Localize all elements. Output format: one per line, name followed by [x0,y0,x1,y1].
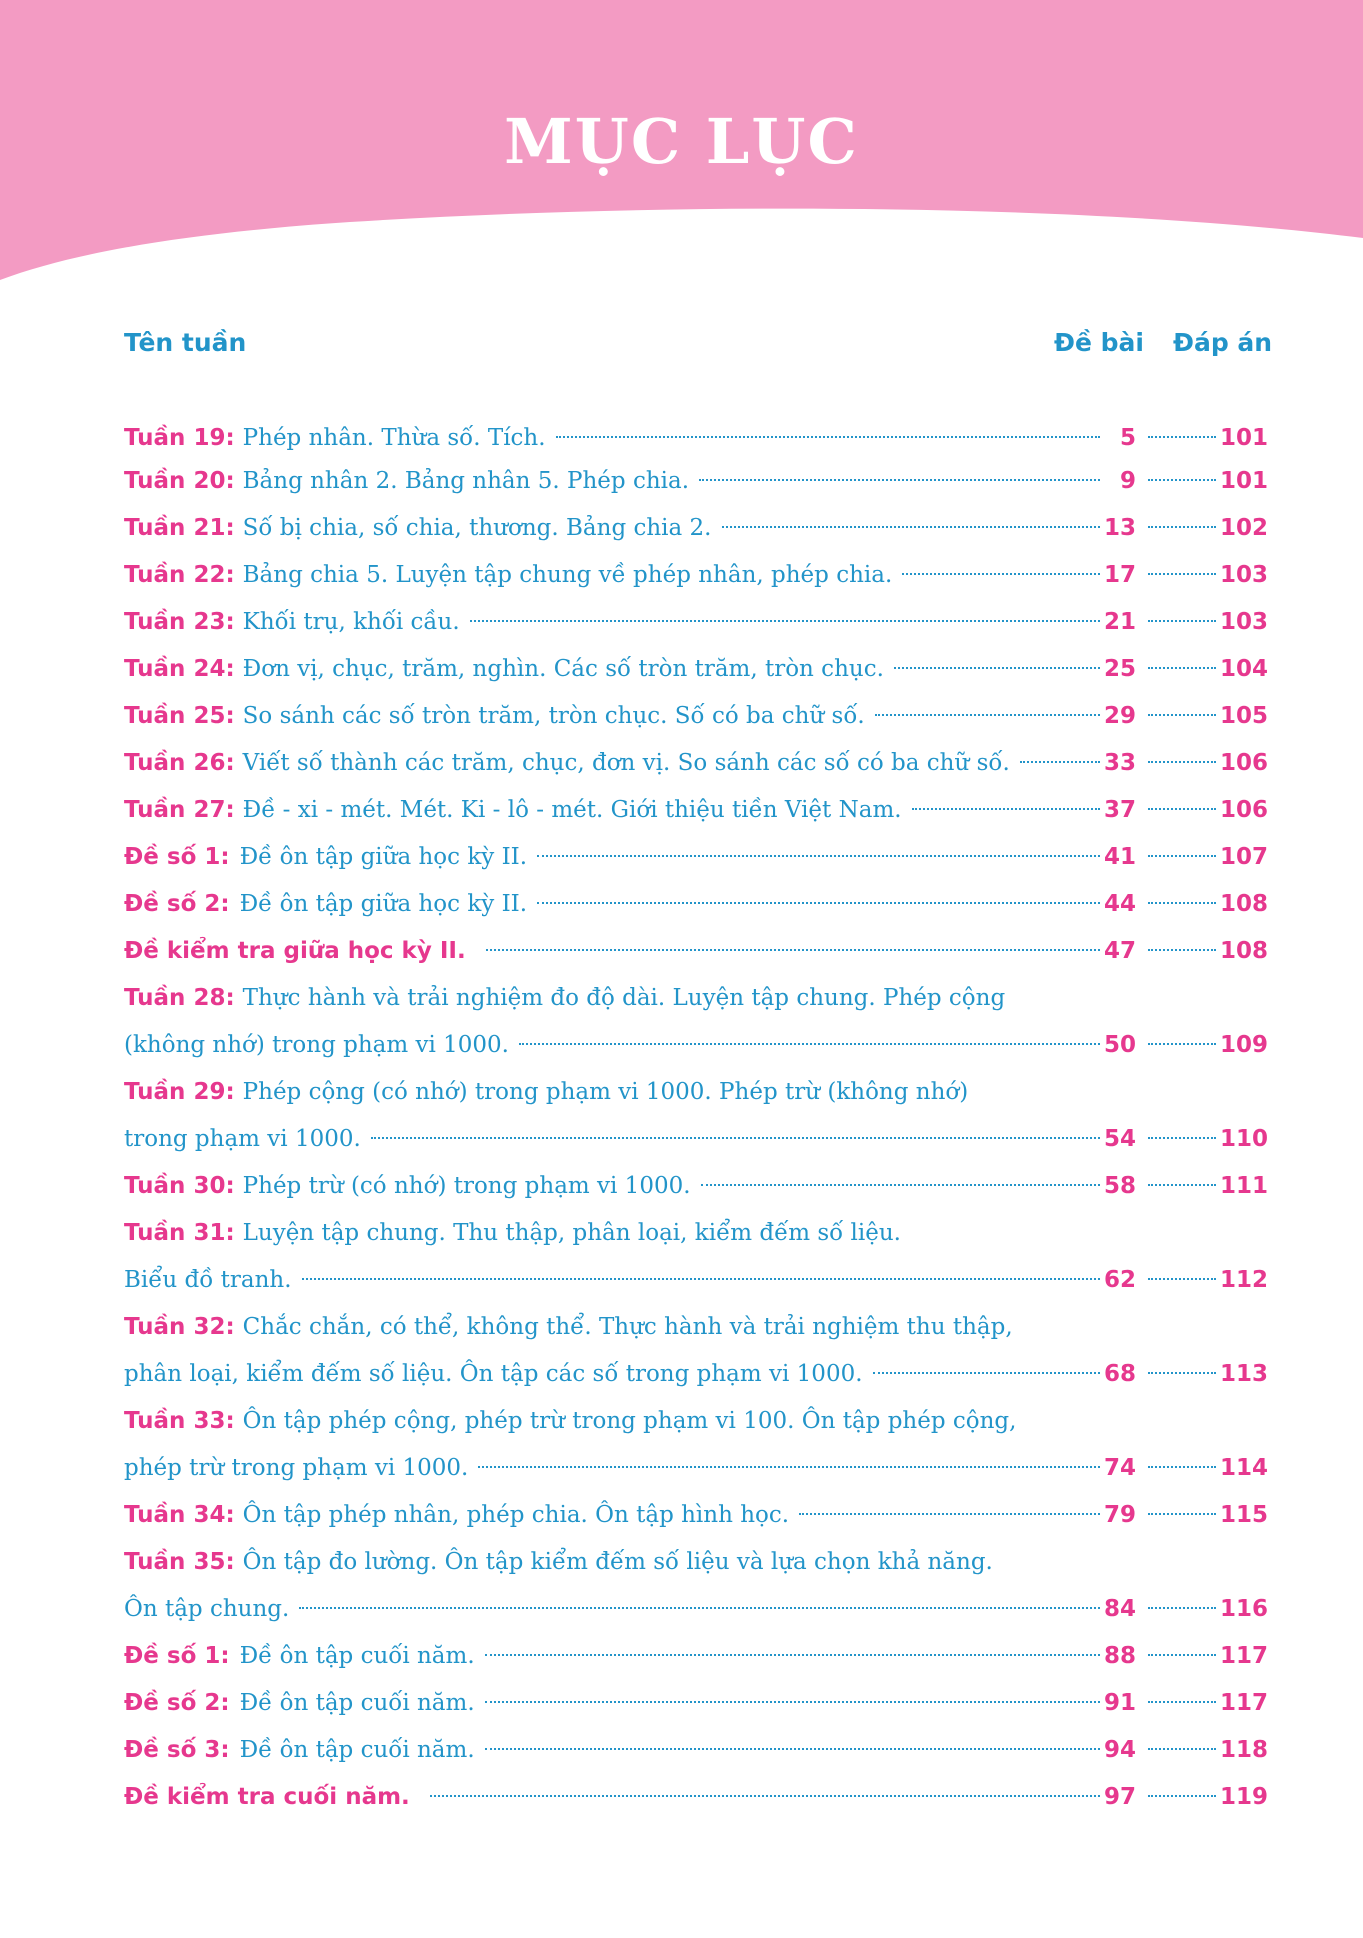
page-dap-an: 106 [1220,797,1269,823]
toc-entry-title-cont: Ôn tập chung. [124,1596,290,1622]
page-dap-an: 110 [1220,1126,1269,1152]
toc-entry-label: Tuần 31: [124,1220,235,1246]
toc-entry[interactable] [124,1680,1269,1727]
toc-entry-label: Đề số 1: [124,844,230,870]
toc-entry-line [124,505,1269,552]
dot-leader [894,667,1100,669]
page-de-bai: 88 [1104,1643,1137,1669]
toc-entry[interactable] [124,834,1269,881]
dot-leader-2 [1148,761,1216,763]
toc-entry-title: So sánh các số tròn trăm, tròn chục. Số có ba chữ số. [242,703,865,729]
page-dap-an: 116 [1220,1596,1269,1622]
toc-entry-label: Tuần 30: [124,1173,235,1199]
toc-entry[interactable] [124,1727,1269,1774]
dot-leader [299,1607,1100,1609]
dot-leader [537,902,1100,904]
toc-entry-line [124,458,1269,505]
dot-leader [537,855,1100,857]
dot-leader [1020,761,1100,763]
table-of-contents [124,418,1269,1821]
toc-entry[interactable] [124,693,1269,740]
dot-leader-2 [1148,526,1216,528]
toc-entry-label: Tuần 26: [124,750,235,776]
page-de-bai: 37 [1104,797,1137,823]
toc-entry-title: Phép trừ (có nhớ) trong phạm vi 1000. [242,1173,691,1199]
toc-entry[interactable] [124,1069,1269,1163]
dot-leader-2 [1148,1372,1216,1374]
page-de-bai: 68 [1104,1361,1137,1387]
toc-entry-label: Tuần 25: [124,703,235,729]
toc-entry-line [124,693,1269,740]
toc-entry-label: Tuần 23: [124,609,235,635]
toc-entry-title: Đề - xi - mét. Mét. Ki - lô - mét. Giới thiệu tiền Việt Nam. [242,797,902,823]
toc-entry-line [124,928,1269,975]
toc-entry-title: Đề ôn tập giữa học kỳ II. [239,844,528,870]
toc-entry-title: Đề ôn tập cuối năm. [239,1643,475,1669]
toc-entry-label: Đề kiểm tra cuối năm. [124,1784,410,1810]
page-dap-an: 108 [1220,938,1269,964]
page-de-bai: 47 [1104,938,1137,964]
toc-entry-title: Viết số thành các trăm, chục, đơn vị. So sánh các số có ba chữ số. [242,750,1010,776]
toc-entry[interactable] [124,1492,1269,1539]
dot-leader-2 [1148,1043,1216,1045]
header-band [0,0,1363,290]
toc-entry[interactable] [124,646,1269,693]
toc-entry-title-cont: Biểu đồ tranh. [124,1267,292,1293]
toc-entry[interactable] [124,740,1269,787]
dot-leader-2 [1148,1278,1216,1280]
toc-entry[interactable] [124,928,1269,975]
dot-leader-2 [1148,436,1216,438]
toc-entry[interactable] [124,1633,1269,1680]
toc-entry-title: Đề ôn tập cuối năm. [239,1690,475,1716]
toc-entry-line-2 [124,1586,1269,1633]
dot-leader [371,1137,1100,1139]
toc-entry-title: Phép cộng (có nhớ) trong phạm vi 1000. Phép trừ (không nhớ) [242,1079,969,1105]
dot-leader [430,1795,1100,1797]
dot-leader-2 [1148,1748,1216,1750]
page-de-bai: 94 [1104,1737,1137,1763]
dot-leader-2 [1148,714,1216,716]
page-de-bai: 91 [1104,1690,1137,1716]
toc-entry-line [124,787,1269,834]
toc-entry-label: Tuần 35: [124,1549,235,1575]
toc-entry-label: Tuần 29: [124,1079,235,1105]
toc-entry[interactable] [124,1210,1269,1304]
toc-entry-line-2 [124,1351,1269,1398]
toc-entry[interactable] [124,505,1269,552]
page-dap-an: 117 [1220,1690,1269,1716]
toc-entry-label: Tuần 19: [124,425,235,451]
toc-entry-title: Chắc chắn, có thể, không thể. Thực hành và trải nghiệm thu thập, [242,1314,1013,1340]
toc-entry-label: Tuần 27: [124,797,235,823]
page-de-bai: 41 [1104,844,1137,870]
toc-entry-line-2 [124,1445,1269,1492]
page-title: MỤC LỤC [504,105,859,178]
toc-entry[interactable] [124,787,1269,834]
toc-entry[interactable] [124,975,1269,1069]
dot-leader-2 [1148,573,1216,575]
column-header-de-bai: Đề bài [1054,328,1144,357]
toc-entry-line [124,740,1269,787]
toc-entry[interactable] [124,599,1269,646]
page-de-bai: 54 [1104,1126,1137,1152]
toc-entry[interactable] [124,1163,1269,1210]
dot-leader [519,1043,1100,1045]
dot-leader-2 [1148,902,1216,904]
page-dap-an: 105 [1220,703,1269,729]
toc-entry-label: Tuần 24: [124,656,235,682]
toc-entry-line [124,1163,1269,1210]
dot-leader-2 [1148,1701,1216,1703]
toc-entry-line [124,1633,1269,1680]
toc-entry-label: Tuần 34: [124,1502,235,1528]
page-dap-an: 113 [1220,1361,1269,1387]
page-de-bai: 50 [1104,1032,1137,1058]
toc-entry-title: Thực hành và trải nghiệm đo độ dài. Luyện tập chung. Phép cộng [242,985,1006,1011]
toc-entry[interactable] [124,1774,1269,1821]
toc-entry[interactable] [124,552,1269,599]
toc-entry-title: Đề ôn tập cuối năm. [239,1737,475,1763]
page-de-bai: 25 [1104,656,1137,682]
page-de-bai: 5 [1119,425,1136,451]
toc-entry-title: Khối trụ, khối cầu. [242,609,460,635]
toc-entry-line [124,1069,1264,1116]
dot-leader [470,620,1100,622]
toc-entry[interactable] [124,1398,1269,1492]
toc-entry-title: Luyện tập chung. Thu thập, phân loại, kiểm đếm số liệu. [242,1220,901,1246]
dot-leader [799,1513,1100,1515]
toc-entry-title: Số bị chia, số chia, thương. Bảng chia 2. [242,515,712,541]
dot-leader [556,436,1100,438]
toc-entry-title: Đơn vị, chục, trăm, nghìn. Các số tròn trăm, tròn chục. [242,656,884,682]
toc-entry-title: Bảng nhân 2. Bảng nhân 5. Phép chia. [242,468,690,494]
page-de-bai: 44 [1104,891,1137,917]
toc-entry-line [124,552,1269,599]
column-header-name: Tên tuần [124,328,247,357]
toc-entry-title: Phép nhân. Thừa số. Tích. [242,425,546,451]
toc-entry-title-cont: trong phạm vi 1000. [124,1126,361,1152]
page-dap-an: 104 [1220,656,1269,682]
page-dap-an: 117 [1220,1643,1269,1669]
dot-leader-2 [1148,1513,1216,1515]
dot-leader [485,1654,1100,1656]
page-dap-an: 103 [1220,609,1269,635]
toc-entry-line [124,1680,1269,1727]
dot-leader [485,1701,1100,1703]
page-dap-an: 106 [1220,750,1269,776]
page-de-bai: 13 [1104,515,1137,541]
page-de-bai: 17 [1104,562,1137,588]
page-dap-an: 108 [1220,891,1269,917]
page-de-bai: 29 [1104,703,1137,729]
toc-entry-line [124,1398,1264,1445]
dot-leader-2 [1148,620,1216,622]
dot-leader [701,1184,1100,1186]
toc-entry-line [124,418,1269,458]
toc-entry-title: Đề ôn tập giữa học kỳ II. [239,891,528,917]
toc-entry-title-cont: phân loại, kiểm đếm số liệu. Ôn tập các số trong phạm vi 1000. [124,1361,863,1387]
page-dap-an: 119 [1220,1784,1269,1810]
page-dap-an: 114 [1220,1455,1269,1481]
page-dap-an: 111 [1220,1173,1269,1199]
dot-leader [912,808,1100,810]
dot-leader-2 [1148,479,1216,481]
dot-leader-2 [1148,667,1216,669]
dot-leader [902,573,1100,575]
dot-leader-2 [1148,1654,1216,1656]
toc-entry-line [124,1492,1269,1539]
toc-entry-line-2 [124,1022,1269,1069]
toc-entry[interactable] [124,1539,1269,1633]
dot-leader-2 [1148,1607,1216,1609]
toc-entry[interactable] [124,458,1269,505]
page-dap-an: 102 [1220,515,1269,541]
dot-leader [486,949,1100,951]
dot-leader-2 [1148,808,1216,810]
page-de-bai: 33 [1104,750,1137,776]
dot-leader-2 [1148,1137,1216,1139]
toc-entry[interactable] [124,418,1269,458]
toc-entry-line-2 [124,1257,1269,1304]
page-de-bai: 84 [1104,1596,1137,1622]
dot-leader-2 [1148,855,1216,857]
toc-entry[interactable] [124,881,1269,928]
page-dap-an: 101 [1220,468,1269,494]
dot-leader [302,1278,1100,1280]
toc-entry-line [124,1727,1269,1774]
toc-entry-line [124,599,1269,646]
dot-leader [699,479,1100,481]
page-dap-an: 107 [1220,844,1269,870]
toc-entry-title: Ôn tập phép nhân, phép chia. Ôn tập hình học. [242,1502,790,1528]
toc-entry-label: Tuần 21: [124,515,235,541]
toc-entry-title: Ôn tập phép cộng, phép trừ trong phạm vi 100. Ôn tập phép cộng, [242,1408,1017,1434]
column-header-dap-an: Đáp án [1173,328,1273,357]
dot-leader [873,1372,1100,1374]
page-dap-an: 112 [1220,1267,1269,1293]
toc-entry-line-2 [124,1116,1269,1163]
toc-entry-label: Đề số 2: [124,891,230,917]
toc-entry-label: Đề số 3: [124,1737,230,1763]
page-dap-an: 103 [1220,562,1269,588]
page-de-bai: 9 [1119,468,1136,494]
toc-entry-label: Đề số 1: [124,1643,230,1669]
page-de-bai: 58 [1104,1173,1137,1199]
toc-entry-title-cont: phép trừ trong phạm vi 1000. [124,1455,469,1481]
toc-entry-label: Tuần 22: [124,562,235,588]
toc-entry-label: Tuần 28: [124,985,235,1011]
dot-leader-2 [1148,949,1216,951]
toc-entry-title: Ôn tập đo lường. Ôn tập kiểm đếm số liệu và lựa chọn khả năng. [242,1549,993,1575]
dot-leader [478,1466,1100,1468]
dot-leader-2 [1148,1795,1216,1797]
toc-entry-line [124,646,1269,693]
page-de-bai: 79 [1104,1502,1137,1528]
page-dap-an: 115 [1220,1502,1269,1528]
toc-entry-label: Tuần 20: [124,468,235,494]
toc-entry-title: Bảng chia 5. Luyện tập chung về phép nhân, phép chia. [242,562,893,588]
page-de-bai: 21 [1104,609,1137,635]
toc-entry-line [124,1304,1264,1351]
page-de-bai: 74 [1104,1455,1137,1481]
toc-entry-title-cont: (không nhớ) trong phạm vi 1000. [124,1032,509,1058]
dot-leader [722,526,1101,528]
toc-entry-line [124,834,1269,881]
dot-leader-2 [1148,1184,1216,1186]
dot-leader-2 [1148,1466,1216,1468]
page-de-bai: 62 [1104,1267,1137,1293]
toc-entry-label: Tuần 33: [124,1408,235,1434]
toc-entry-line [124,1210,1264,1257]
toc-entry-label: Đề số 2: [124,1690,230,1716]
page-dap-an: 109 [1220,1032,1269,1058]
page-dap-an: 101 [1220,425,1269,451]
toc-entry-line [124,975,1264,1022]
toc-entry-line [124,881,1269,928]
dot-leader [875,714,1100,716]
page-dap-an: 118 [1220,1737,1269,1763]
toc-entry-line [124,1774,1269,1821]
toc-entry[interactable] [124,1304,1269,1398]
toc-entry-line [124,1539,1264,1586]
page-de-bai: 97 [1104,1784,1137,1810]
dot-leader [485,1748,1100,1750]
toc-entry-label: Đề kiểm tra giữa học kỳ II. [124,938,466,964]
toc-entry-label: Tuần 32: [124,1314,235,1340]
